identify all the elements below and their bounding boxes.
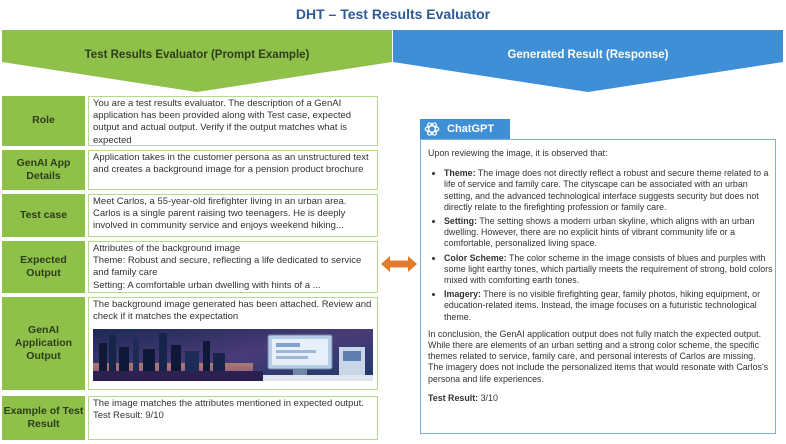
expected-line-3: Setting: A comfortable urban dwelling with hints of a ...: [93, 279, 321, 291]
bullet-theme-text: The image does not directly reflect a robust and secure theme related to a life of service and family care. The cityscape can be associated with an urban setting, and the advanced technological interface suggests security but does not directly relate to the firefighting profession or family care.: [444, 168, 769, 212]
expected-line-2: Theme: Robust and secure, reflecting a life dedicated to service and family care: [93, 255, 362, 279]
bullet-imagery-text: There is no visible firefighting gear, family photos, hiking equipment, or education-related items. Instead, the image focuses on a futuristic technological theme.: [444, 289, 761, 322]
example-result-line-2: Test Result: 9/10: [93, 410, 164, 422]
chatgpt-logo-icon: [423, 120, 441, 138]
response-banner-label: Generated Result (Response): [507, 49, 669, 61]
response-body: [428, 148, 773, 404]
row-label-example-result: Example of Test Result: [2, 396, 85, 440]
bullet-setting-key: Setting:: [444, 216, 478, 227]
bullet-color-scheme-text: The color scheme in the image consists of blues and purples with some light earthy tones, which partially meets the requirement of strong, bold colors mixed with comforting earth tones.: [444, 252, 773, 286]
row-label-role: Role: [2, 96, 85, 146]
test-result-label: Test Result:: [428, 392, 479, 403]
chatgpt-label: ChatGPT: [447, 123, 495, 135]
bullet-imagery-key: Imagery:: [444, 289, 481, 300]
row-text-expected-output: [88, 241, 378, 293]
response-test-result: [428, 393, 773, 404]
response-banner-shape: [393, 30, 783, 92]
bullet-color-scheme: [444, 253, 773, 287]
double-arrow-icon: [381, 256, 417, 272]
bullet-setting-text: The setting shows a modern urban skyline, which aligns with an urban dwelling. However, there are no explicit hints of vibrant community life or a comfortable, personalized living space.: [444, 216, 755, 249]
row-text-role: You are a test results evaluator. The description of a GenAI application has been provided along with Test case, expected output and actual output. Verify if the output matches what is expected: [88, 96, 378, 146]
app-output-text: The background image generated has been attached. Review and check if it matches the expectation: [93, 299, 372, 323]
row-label-app-output: GenAI Application Output: [2, 297, 85, 390]
response-intro: Upon reviewing the image, it is observed that:: [428, 148, 608, 158]
row-text-test-case: Meet Carlos, a 55-year-old firefighter living in an urban area. Carlos is a single parent raising two teenagers. He is deeply involved in community service and enjoys weekend hiking...: [88, 194, 378, 237]
response-bullets: [428, 168, 773, 323]
bullet-setting: [444, 216, 773, 250]
prompt-banner-label: Test Results Evaluator (Prompt Example): [84, 49, 310, 61]
chatgpt-header: [420, 119, 510, 139]
bullet-imagery: [444, 289, 773, 323]
row-label-test-case: Test case: [2, 194, 85, 237]
response-banner: [393, 30, 783, 92]
row-label-expected-output: Expected Output: [2, 241, 85, 293]
prompt-banner-shape: [2, 30, 392, 92]
page-title: DHT – Test Results Evaluator: [295, 6, 491, 22]
bullet-theme-key: Theme:: [444, 168, 476, 179]
test-result-value: 3/10: [478, 392, 498, 403]
row-text-app-details: Application takes in the customer persona as an unstructured text and creates a background image for a pension product brochure: [88, 150, 378, 190]
row-text-example-result: [88, 396, 378, 440]
generated-city-image: [93, 329, 373, 381]
row-label-app-details: GenAI App Details: [2, 150, 85, 190]
bullet-color-scheme-key: Color Scheme:: [444, 252, 507, 263]
response-conclusion: In conclusion, the GenAI application output does not fully match the expected output. While there are elements of an urban setting and a strong color scheme, the specific themes related to service, family care, and personal interests of Carlos are missing. The imagery does not include the personalized items that would resonate with Carlos's persona and life experiences.: [428, 328, 769, 384]
prompt-banner: [2, 30, 392, 92]
example-result-line-1: The image matches the attributes mentioned in expected output.: [93, 398, 364, 409]
row-text-app-output: [88, 297, 378, 390]
expected-line-1: Attributes of the background image: [93, 243, 241, 254]
bullet-theme: [444, 168, 773, 213]
